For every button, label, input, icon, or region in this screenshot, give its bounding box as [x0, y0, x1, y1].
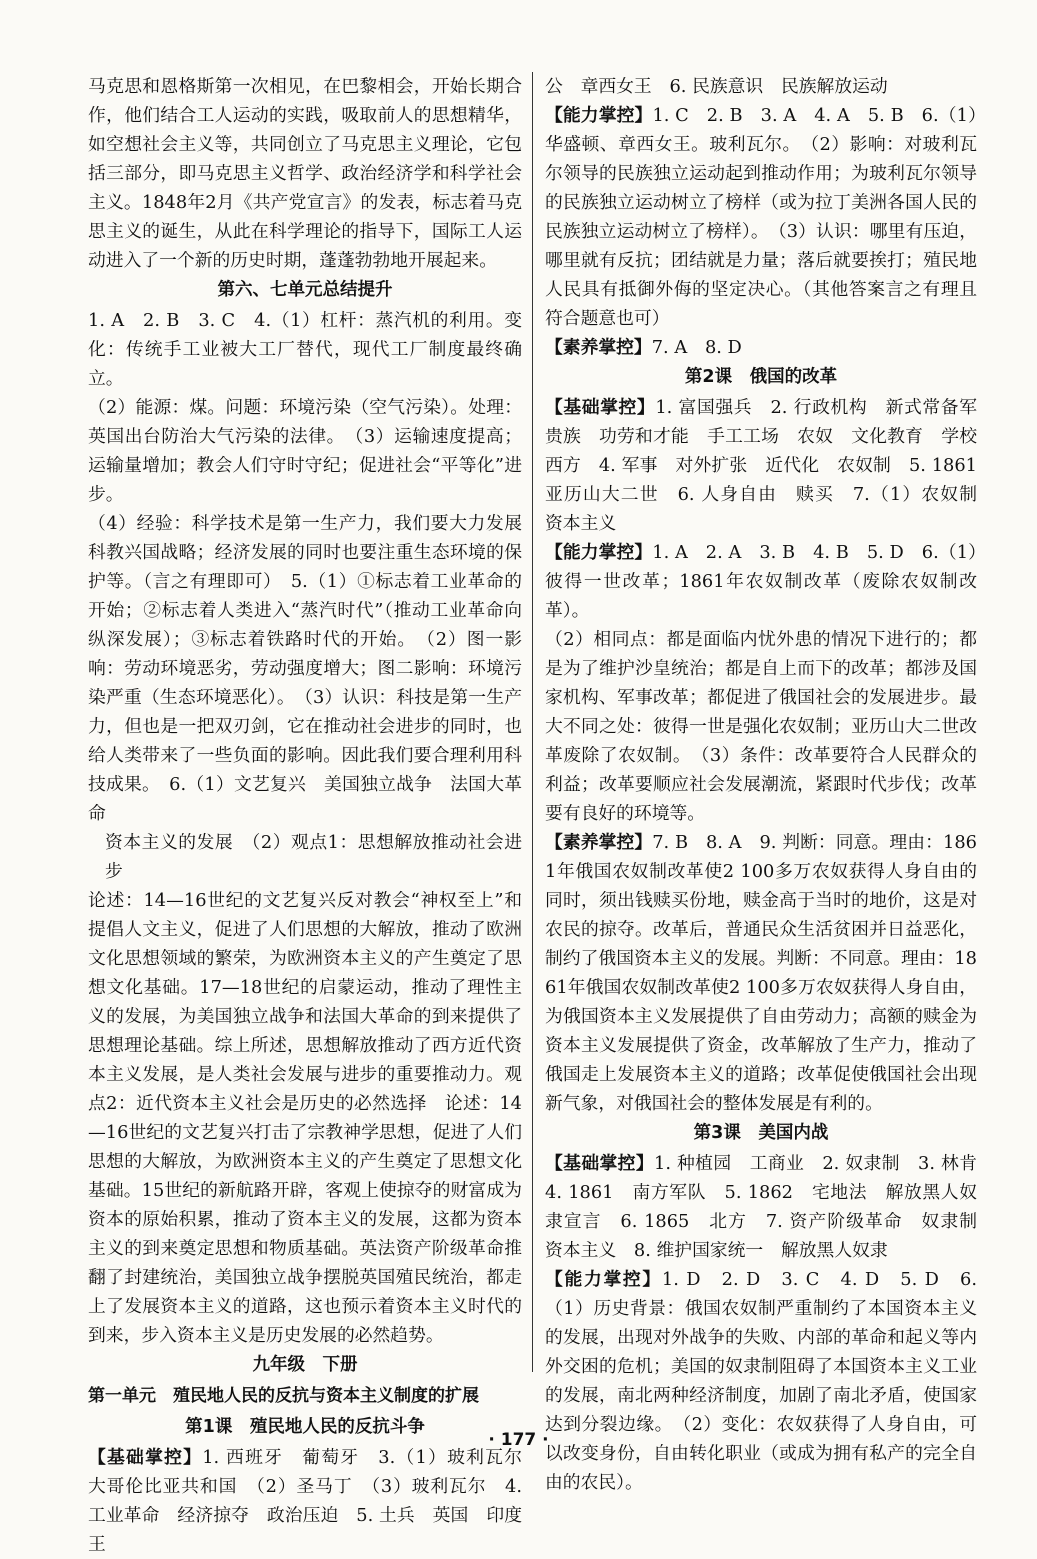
section-tag: 【基础掌控】 [545, 397, 656, 418]
page-number: · 177 · [488, 1430, 549, 1450]
paragraph: 论述：14—16世纪的文艺复兴反对教会“神权至上”和提倡人文主义，促进了人们思想的大解放，推动了欧洲文化思想领域的繁荣，为欧洲资本主义的产生奠定了思想文化基础。17—18世纪的启蒙运动，推动了理性主义的发展，为美国独立战争和法国大革命的到来提供了思想理论基础。综上所述，思想解放推动了西方近代资本主义发展，是人类社会发展与进步的重要推动力。观点2：近代资本主义社会是历史的必然选择 论述：14—16世纪的文艺复兴打击了宗教神学思想，促进了人们思想的大解放，为欧洲资本主义的产生奠定了思想文化基础。15世纪的新航路开辟，客观上使掠夺的财富成为资本的原始积累，推动了资本主义的发展，这都为资本主义的到来奠定思想和物质基础。英法资产阶级革命推翻了封建统治，美国独立战争摆脱英国殖民统治，都走上了发展资本主义的道路，这也预示着资本主义时代的到来，步入资本主义是历史发展的必然趋势。 [88, 890, 522, 1346]
section-tag: 【基础掌控】 [88, 1447, 203, 1468]
section-tag: 【能力掌控】 [545, 1269, 662, 1290]
answer-text: 1. 种植园 工商业 2. 奴隶制 3. 林肯 4. 1861 南方军队 5. 1862 宅地法 解放黑人奴隶宣言 6. 1865 北方 7. 资产阶级革命 奴隶制 资本主义 8. 维护国家统一 解放黑人奴隶 [545, 1153, 995, 1261]
paragraph [88, 1443, 540, 1559]
lesson-heading: 第2课 俄国的改革 [684, 367, 838, 387]
column-divider [532, 72, 533, 1372]
paragraph: （2）相同点：都是面临内忧外患的情况下进行的；都是为了维护沙皇统治；都是自上而下的改革；都涉及国家机构、军事改革；都促进了俄国社会的发展进步。最大不同之处：彼得一世是强化农奴制；亚历山大二世改革废除了农奴制。 （3）条件：改革要符合人民群众的利益；改革要顺应社会发展潮流，紧跟时代步伐；改革要有良好的环境等。 [545, 629, 977, 824]
paragraph [545, 101, 977, 333]
paragraph [545, 1265, 977, 1497]
answer-text: 1. D 2. D 3. C 4. D 5. D 6.（1）历史背景：俄国农奴制严重制约了本国资本主义的发展，出现对外战争的失败、内部的革命和起义等内外交困的危机；美国的奴隶制阻碍了本国资本主义工业的发展，南北两种经济制度，加剧了南北矛盾，使国家达到分裂边缘。 （2）变化：农奴获得了人身自由，可以改变身份，自由转化职业（或成为拥有私产的完全自由的农民）。 [545, 1269, 977, 1493]
left-column [88, 72, 540, 1559]
section-tag: 【基础掌控】 [545, 1153, 655, 1174]
paragraph: （4）经验：科学技术是第一生产力，我们要大力发展科教兴国战略；经济发展的同时也要注重生态环境的保护等。（言之有理即可） 5.（1）①标志着工业革命的开始；②标志着人类进入“蒸汽时代”（推动工业革命向纵深发展）；③标志着铁路时代的开始。 （2）图一影响：劳动环境恶劣，劳动强度增大；图二影响：环境污染严重（生态环境恶化）。 （3）认识：科技是第一生产力，但也是一把双刃剑，它在推动社会进步的同时，也给人类带来了一些负面的影响。因此我们要合理利用科技成果。 6.（1）文艺复兴 美国独立战争 法国大革命 [88, 513, 522, 824]
paragraph [545, 393, 995, 538]
section-tag: 【能力掌控】 [545, 542, 653, 563]
paragraph: （2）能源：煤。问题：环境污染（空气污染）。处理：英国出台防治大气污染的法律。 （3）运输速度提高；运输量增加；教会人们守时守纪；促进社会“平等化”进步。 [88, 397, 522, 505]
right-column [545, 72, 995, 1497]
lesson-heading: 第1课 殖民地人民的反抗斗争 [185, 1417, 425, 1437]
answer-text: 1. C 2. B 3. A 4. A 5. B 6.（1）华盛顿、章西女王。玻利瓦尔。 （2）影响：对玻利瓦尔领导的民族独立运动起到推动作用；为玻利瓦尔领导的民族独立运动树立了榜样（或为拉丁美洲各国人民的民族独立运动树立了榜样）。 （3）认识：哪里有压迫，哪里就有反抗；团结就是力量；落后就要挨打；殖民地人民具有抵御外侮的坚定决心。（其他答案言之有理且符合题意也可） [545, 105, 977, 329]
paragraph: 资本主义的发展 （2）观点1：思想解放推动社会进步 [105, 832, 522, 882]
unit-heading: 第一单元 殖民地人民的反抗与资本主义制度的扩展 [88, 1386, 479, 1406]
section-tag: 【能力掌控】 [545, 105, 653, 126]
lesson-heading: 第3课 美国内战 [693, 1123, 829, 1143]
paragraph [545, 1149, 995, 1265]
section-tag: 【素养掌控】 [545, 832, 653, 853]
paragraph [545, 538, 977, 625]
section-heading: 第六、七单元总结提升 [217, 280, 393, 300]
paragraph: 1. A 2. B 3. C 4.（1）杠杆：蒸汽机的利用。变化：传统手工业被大工厂替代，现代工厂制度最终确立。 [88, 310, 522, 389]
answer-text: 1. 西班牙 葡萄牙 3.（1）玻利瓦尔 大哥伦比亚共和国 （2）圣马丁 （3）玻利瓦尔 4. 工业革命 经济掠夺 政治压迫 5. 土兵 英国 印度王 [88, 1447, 540, 1555]
paragraph [545, 828, 977, 1118]
section-tag: 【素养掌控】 [545, 337, 652, 358]
paragraph: 公 章西女王 6. 民族意识 民族解放运动 [545, 76, 888, 97]
paragraph [545, 333, 977, 362]
grade-heading: 九年级 下册 [252, 1355, 358, 1375]
answer-text: 7. A 8. D [651, 337, 742, 358]
paragraph: 马克思和恩格斯第一次相见，在巴黎相会，开始长期合作，他们结合工人运动的实践，吸取前人的思想精华，如空想社会主义等，共同创立了马克思主义理论，它包括三部分，即马克思主义哲学、政治经济学和科学社会主义。1848年2月《共产党宣言》的发表，标志着马克思主义的诞生，从此在科学理论的指导下，国际工人运动进入了一个新的历史时期，蓬蓬勃勃地开展起来。 [88, 76, 522, 271]
answer-text: 7. B 8. A 9. 判断：同意。理由：1861年俄国农奴制改革使2 100多万农奴获得人身自由的同时，须出钱赎买份地，赎金高于当时的地价，这是对农民的掠夺。改革后，普通民众生活贫困并日益恶化，制约了俄国资本主义的发展。判断：不同意。理由：1861年俄国农奴制改革使2 100多万农奴获得人身自由，为俄国资本主义发展提供了自由劳动力；高额的赎金为资本主义发展提供了资金，改革解放了生产力，推动了俄国走上发展资本主义的道路；改革促使俄国社会出现新气象，对俄国社会的整体发展是有利的。 [545, 832, 977, 1114]
answer-text: 1. A 2. A 3. B 4. B 5. D 6.（1）彼得一世改革；1861年农奴制改革（废除农奴制改革）。 [545, 542, 977, 621]
answer-text: 1. 富国强兵 2. 行政机构 新式常备军 贵族 功劳和才能 手工工场 农奴 文化教育 学校 西方 4. 军事 对外扩张 近代化 农奴制 5. 1861 亚历山大二世 6. 人身自由 赎买 7.（1）农奴制 资本主义 [545, 397, 995, 534]
